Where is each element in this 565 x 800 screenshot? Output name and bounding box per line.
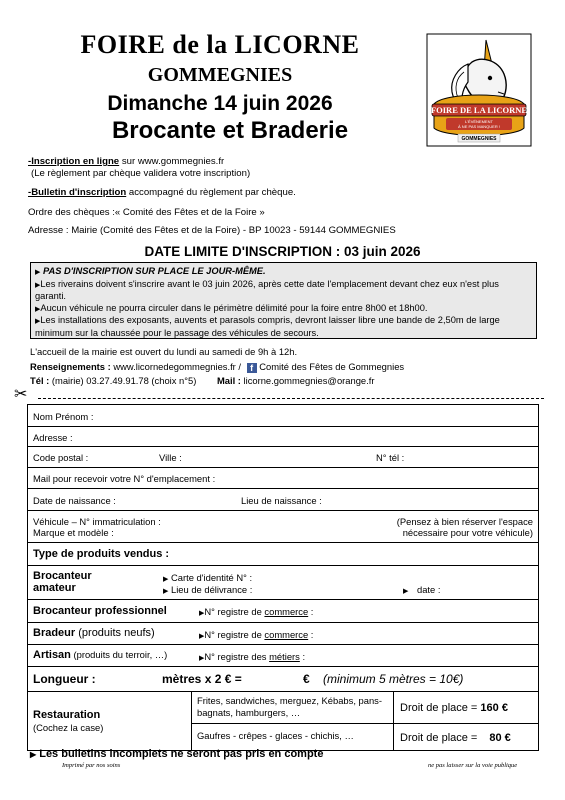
arrow-right-icon: ▶ <box>199 633 205 640</box>
minimum-note: (minimum 5 mètres = 10€) <box>323 672 464 686</box>
food-option-1[interactable]: Frites, sandwiches, merguez, Kébabs, pans-bagnats, hamburgers, … <box>197 695 382 718</box>
phone-label[interactable]: N° tél : <box>376 452 405 463</box>
arrow-right-icon: ▶ <box>199 610 205 617</box>
pro-row[interactable] <box>28 600 538 623</box>
bradeur-note: (produits neufs) <box>75 627 155 639</box>
artisan-field <box>33 649 167 661</box>
arrow-right-icon: ▶ <box>35 281 41 289</box>
public-note: ne pas laisser sur la voie publique <box>428 762 518 769</box>
food-option-2[interactable]: Gaufres - crêpes - glaces - chichis, … <box>197 730 354 741</box>
page-title: FOIRE de la LICORNE <box>80 30 360 59</box>
delivery-date-field[interactable] <box>403 584 440 595</box>
vehicle-label[interactable]: Véhicule – N° immatriculation : <box>33 516 161 527</box>
amateur-row[interactable] <box>28 566 538 600</box>
logo-tagline-2: À NE PAS MANQUER ! <box>458 124 500 129</box>
unicorn-head-icon <box>424 32 534 150</box>
pro-registry-suffix: : <box>308 606 314 617</box>
incomplete-warning <box>30 748 323 760</box>
mail-row[interactable] <box>28 468 538 489</box>
notice-box <box>30 262 537 339</box>
artisan-registry-suffix: : <box>299 651 306 662</box>
bradeur-registry-suffix: : <box>308 629 314 640</box>
tel-label: Tél : <box>30 375 50 386</box>
online-registration-label: -Inscription en ligne <box>28 156 120 167</box>
arrow-right-icon: ▶ <box>163 588 169 595</box>
address-label: Adresse : <box>33 432 73 443</box>
cut-line <box>14 386 544 405</box>
delivery-date-label: date : <box>417 584 441 595</box>
arrow-right-icon: ▶ <box>30 750 37 759</box>
contact-web <box>30 361 404 373</box>
food-note: (Cochez la case) <box>33 722 104 733</box>
arrow-right-icon: ▶ <box>35 305 41 313</box>
pro-registry-field[interactable] <box>199 606 313 617</box>
arrow-right-icon: ▶ <box>199 655 205 662</box>
pro-registry-label: N° registre de <box>204 606 265 617</box>
birth-date-label[interactable]: Date de naissance : <box>33 495 116 506</box>
birth-place-label[interactable]: Lieu de naissance : <box>241 495 322 506</box>
pro-label: Brocanteur professionnel <box>33 605 167 617</box>
online-registration <box>28 156 224 168</box>
artisan-registry-field[interactable] <box>199 651 305 662</box>
birth-row <box>28 489 538 511</box>
address-row[interactable] <box>28 427 538 447</box>
fee-2-label: Droit de place = <box>400 732 478 744</box>
website-link[interactable]: www.licornedegommegnies.fr / <box>110 361 242 372</box>
amateur-label-1: Brocanteur <box>33 570 92 582</box>
online-registration-text: sur www.gommegnies.fr <box>119 156 225 167</box>
food-label: Restauration <box>33 709 101 721</box>
tel-value: (mairie) 03.27.49.91.78 (choix n°5) <box>49 375 197 386</box>
foire-logo <box>424 32 534 150</box>
facebook-icon: f <box>247 363 257 373</box>
vehicle-note-1: (Pensez à bien réserver l'espace <box>396 516 533 527</box>
fee-2-value: 80 € <box>489 732 511 744</box>
online-registration-note: (Le règlement par chèque validera votre inscription) <box>31 168 251 179</box>
bradeur-registry-label: N° registre de <box>204 629 265 640</box>
bulletin-registration-text: accompagné du règlement par chèque. <box>126 187 296 198</box>
name-label: Nom Prénom : <box>33 411 94 422</box>
registration-deadline: DATE LIMITE D'INSCRIPTION : 03 juin 2026 <box>144 244 421 259</box>
logo-town: GOMMEGNIES <box>461 136 497 142</box>
event-date: Dimanche 14 juin 2026 <box>107 92 333 115</box>
food-row <box>28 692 538 750</box>
event-name: Brocante et Braderie <box>111 117 349 144</box>
vehicle-row <box>28 511 538 543</box>
arrow-right-icon: ▶ <box>35 318 41 326</box>
notice-line-2: Les riverains doivent s'inscrire avant le 03 juin 2026, après cette date l'emplacement devant chez eux n'est plus garanti. <box>35 278 499 302</box>
artisan-registry-metiers: métiers <box>269 651 300 662</box>
town-name: GOMMEGNIES <box>147 64 293 86</box>
artisan-row[interactable] <box>28 645 538 667</box>
fee-1-value: 160 € <box>480 702 508 714</box>
mail-field-label: Mail pour recevoir votre N° d'emplacement : <box>33 473 216 484</box>
artisan-note: (produits du terroir, …) <box>70 649 168 660</box>
length-row[interactable] <box>28 667 538 692</box>
bulletin-registration <box>28 187 296 199</box>
artisan-registry-label: N° registre des <box>204 651 270 662</box>
registration-form <box>27 404 539 751</box>
euro-label: € <box>303 672 310 686</box>
logo-banner-text: FOIRE DE LA LICORNE <box>430 105 528 115</box>
mail-label: Mail : <box>216 375 241 386</box>
artisan-label: Artisan <box>33 649 71 661</box>
vehicle-note-2: nécessaire pour votre véhicule) <box>402 527 533 538</box>
id-card-label: Carte d'identité N° : <box>171 572 253 583</box>
logo-tagline-1: L'ÉVÉNEMENT <box>465 119 493 124</box>
scissors-icon: ✂ <box>14 386 28 403</box>
arrow-right-icon: ▶ <box>163 576 169 583</box>
vehicle-model-label[interactable]: Marque et modèle : <box>33 527 114 538</box>
postal-code-label[interactable]: Code postal : <box>33 452 89 463</box>
contact-phone-mail <box>30 375 374 387</box>
arrow-right-icon: ▶ <box>403 588 409 595</box>
length-label: Longueur : <box>33 672 96 686</box>
arrow-right-icon: ▶ <box>35 269 41 276</box>
notice-line-4: Les installations des exposants, auvents et parasols compris, devront laisser libre une bande de 2,50m de large minimum sur la chaussée pour le passage des véhicules de secours. <box>35 315 500 338</box>
notice-line-1: PAS D'INSCRIPTION SUR PLACE LE JOUR-MÊME. <box>42 266 266 276</box>
notice-line-3: Aucun véhicule ne pourra circuler dans le périmètre délimité pour la foire entre 8h00 et 18h00. <box>40 302 428 313</box>
incomplete-warning-text: Les bulletins incomplets ne seront pas pris en compte <box>39 748 324 760</box>
printed-note: Imprimé par nos soins <box>62 762 121 769</box>
bradeur-registry-field[interactable] <box>199 629 313 640</box>
bradeur-row[interactable] <box>28 623 538 645</box>
bradeur-label: Bradeur <box>33 627 76 639</box>
id-card-field[interactable] <box>163 572 252 583</box>
delivery-place-label: Lieu de délivrance : <box>171 584 253 595</box>
name-row[interactable] <box>28 405 538 427</box>
delivery-place-field[interactable] <box>163 584 252 595</box>
mail-value[interactable]: licorne.gommegnies@orange.fr <box>240 375 375 386</box>
fee-1-label: Droit de place = <box>400 702 481 714</box>
amateur-label-2: amateur <box>33 582 76 594</box>
opening-hours: L'accueil de la mairie est ouvert du lundi au samedi de 9h à 12h. <box>30 346 298 357</box>
meters-label: mètres x 2 € = <box>162 672 242 686</box>
renseignements-label: Renseignements : <box>30 361 111 372</box>
fee-2 <box>400 732 511 744</box>
cheque-order: Ordre des chèques :« Comité des Fêtes et de la Foire » <box>28 207 265 218</box>
facebook-page[interactable]: Comité des Fêtes de Gommegnies <box>259 361 405 372</box>
product-type-heading: Type de produits vendus : <box>33 548 170 560</box>
bradeur-field <box>33 627 155 639</box>
fee-1 <box>400 702 508 714</box>
city-label[interactable]: Ville : <box>159 452 182 463</box>
bradeur-registry-commerce: commerce <box>264 629 309 640</box>
product-type-row <box>28 543 538 566</box>
postal-address: Adresse : Mairie (Comité des Fêtes et de la Foire) - BP 10023 - 59144 GOMMEGNIES <box>28 225 396 236</box>
postal-row <box>28 447 538 468</box>
pro-registry-commerce: commerce <box>264 606 309 617</box>
bulletin-registration-label: -Bulletin d'inscription <box>28 187 127 198</box>
